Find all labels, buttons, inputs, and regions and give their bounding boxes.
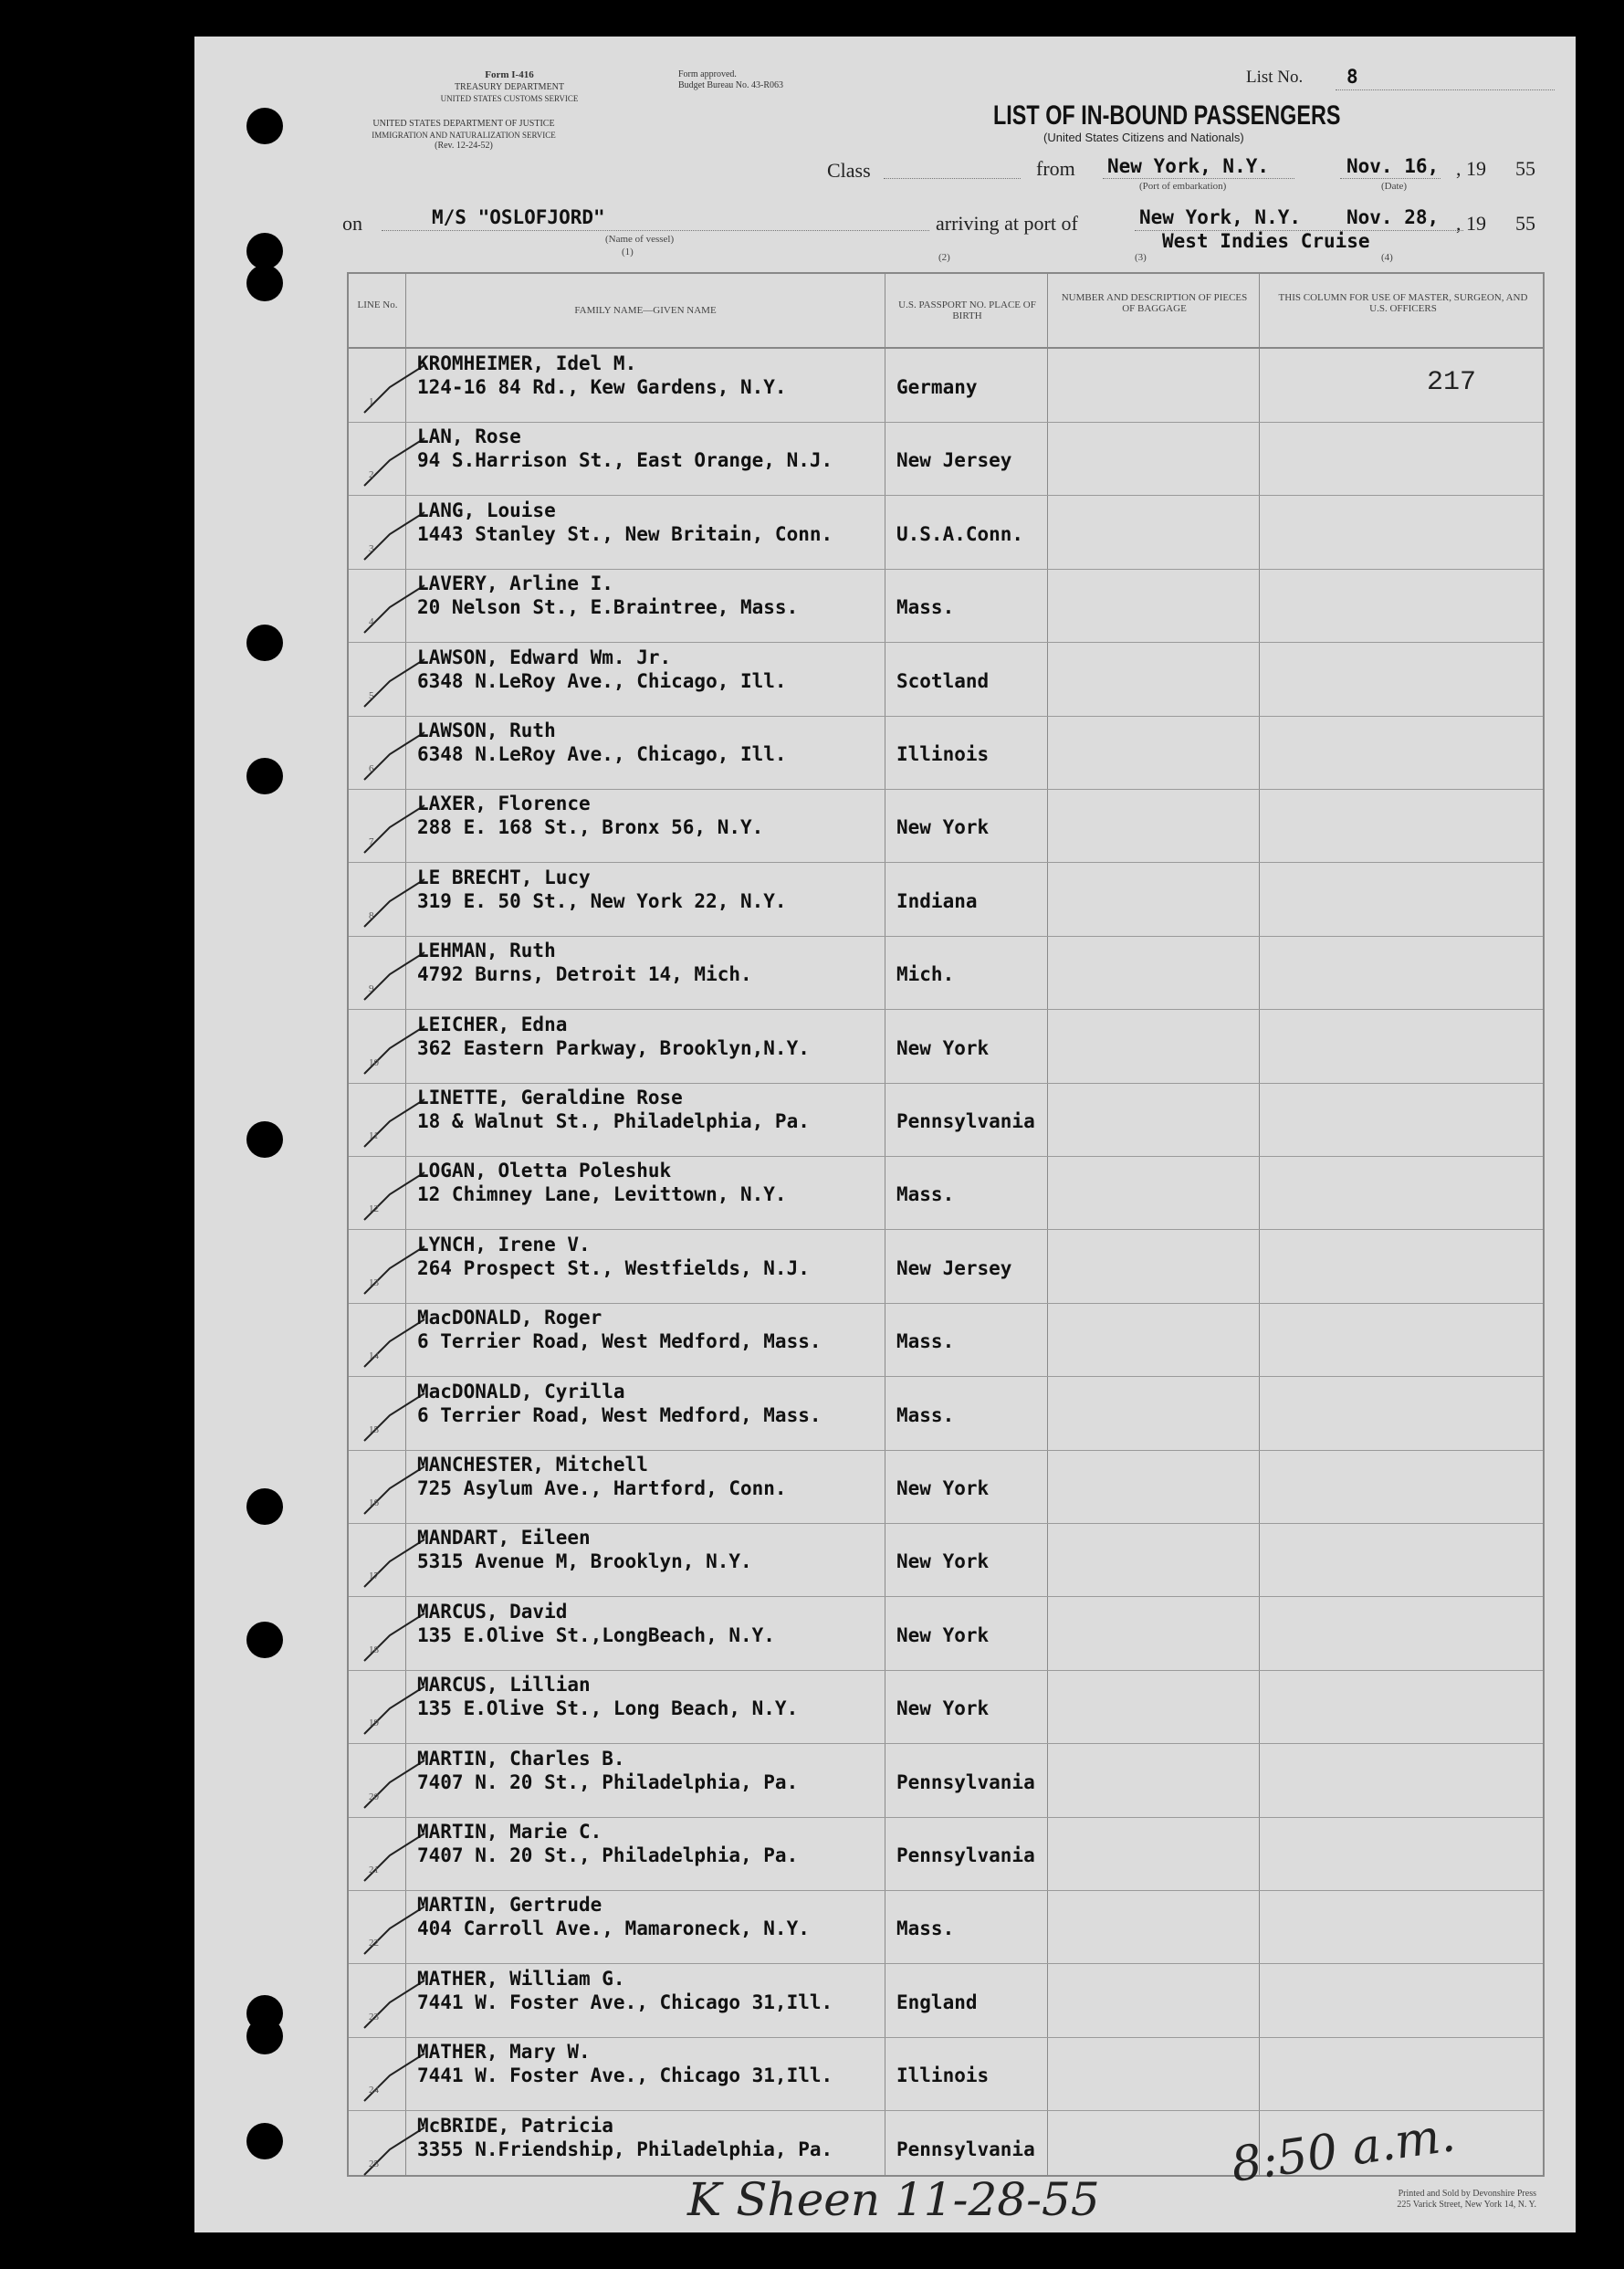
punch-hole: [246, 108, 283, 144]
punch-hole: [246, 1121, 283, 1158]
table-row: [349, 1597, 1543, 1670]
passenger-birthplace: Pennsylvania: [896, 1110, 1035, 1132]
line-number: 8: [369, 909, 374, 921]
col-passport: U.S. PASSPORT NO. PLACE OF BIRTH: [898, 299, 1036, 321]
passenger-address: 20 Nelson St., E.Braintree, Mass.: [417, 596, 799, 619]
passenger-name: MANDART, Eileen: [417, 1527, 591, 1549]
passenger-birthplace: Mass.: [896, 1917, 955, 1940]
passenger-name: LE BRECHT, Lucy: [417, 866, 591, 888]
passenger-address: 362 Eastern Parkway, Brooklyn,N.Y.: [417, 1036, 810, 1059]
passenger-name: LOGAN, Oletta Poleshuk: [417, 1160, 672, 1182]
line-number: 6: [369, 763, 374, 774]
passenger-address: 5315 Avenue M, Brooklyn, N.Y.: [417, 1550, 752, 1573]
passenger-birthplace: New York: [896, 1550, 990, 1573]
passenger-address: 404 Carroll Ave., Mamaroneck, N.Y.: [417, 1917, 810, 1940]
col-officers: THIS COLUMN FOR USE OF MASTER, SURGEON, AND U.S. OFFICERS: [1278, 292, 1528, 314]
passenger-address: 288 E. 168 St., Bronx 56, N.Y.: [417, 816, 764, 839]
line-number: 10: [369, 1056, 379, 1068]
passenger-address: 12 Chimney Lane, Levittown, N.Y.: [417, 1183, 787, 1206]
punch-hole: [246, 625, 283, 661]
passenger-name: MARCUS, David: [417, 1600, 568, 1623]
line-number: 12: [369, 1203, 379, 1215]
line-number: 25: [369, 2158, 379, 2169]
printer-line-1: Printed and Sold by Devonshire Press: [1398, 2189, 1536, 2199]
passenger-address: 94 S.Harrison St., East Orange, N.J.: [417, 449, 833, 472]
form-revision: (Rev. 12-24-52): [435, 141, 493, 151]
vessel-name: M/S "OSLOFJORD": [432, 206, 605, 228]
page-subtitle: (United States Citizens and Nationals): [1043, 131, 1244, 144]
passenger-birthplace: Pennsylvania: [896, 1844, 1035, 1866]
line-number: 21: [369, 1865, 379, 1875]
page-title: LIST OF IN-BOUND PASSENGERS: [993, 100, 1341, 131]
passenger-address: 319 E. 50 St., New York 22, N.Y.: [417, 889, 787, 912]
list-no-label: List No.: [1246, 68, 1304, 87]
class-label: Class: [827, 159, 871, 182]
arrival-year: 55: [1515, 212, 1535, 235]
caption-4: (4): [1381, 252, 1393, 263]
line-number: 1: [369, 396, 374, 407]
vessel-caption: (Name of vessel): [605, 234, 675, 245]
table-row: [349, 716, 1543, 789]
passenger-address: 7407 N. 20 St., Philadelphia, Pa.: [417, 1770, 799, 1793]
table-row: [349, 1303, 1543, 1376]
passenger-address: 7441 W. Foster Ave., Chicago 31,Ill.: [417, 2064, 833, 2087]
passenger-birthplace: Pennsylvania: [896, 2138, 1035, 2160]
treasury-dept: TREASURY DEPARTMENT: [454, 82, 565, 92]
table-row: [349, 1156, 1543, 1229]
passenger-name: LAWSON, Edward Wm. Jr.: [417, 646, 672, 668]
passenger-table: [347, 272, 1545, 2177]
passenger-address: 6348 N.LeRoy Ave., Chicago, Ill.: [417, 669, 787, 692]
passenger-address: 6348 N.LeRoy Ave., Chicago, Ill.: [417, 743, 787, 765]
cruise-name: West Indies Cruise: [1162, 230, 1370, 252]
passenger-address: 135 E.Olive St.,LongBeach, N.Y.: [417, 1623, 775, 1646]
passenger-address: 7441 W. Foster Ave., Chicago 31,Ill.: [417, 1991, 833, 2013]
passenger-name: MARTIN, Gertrude: [417, 1894, 602, 1917]
table-row: [349, 496, 1543, 569]
passenger-birthplace: Mich.: [896, 963, 955, 986]
passenger-birthplace: New York: [896, 1697, 990, 1720]
arrival-port: New York, N.Y.: [1139, 206, 1302, 228]
passenger-name: MATHER, William G.: [417, 1967, 625, 1990]
punch-hole: [246, 2123, 283, 2159]
customs-service: UNITED STATES CUSTOMS SERVICE: [440, 94, 579, 103]
table-row: [349, 2037, 1543, 2110]
stamp-number: 217: [1427, 367, 1477, 398]
passenger-birthplace: Mass.: [896, 1183, 955, 1206]
passenger-name: LAXER, Florence: [417, 793, 591, 815]
passenger-address: 124-16 84 Rd., Kew Gardens, N.Y.: [417, 376, 787, 398]
passenger-name: MARTIN, Marie C.: [417, 1821, 602, 1843]
caption-2: (2): [938, 252, 950, 263]
table-row: [349, 1817, 1543, 1890]
form-approved: Form approved.: [678, 69, 737, 79]
passenger-address: 6 Terrier Road, West Medford, Mass.: [417, 1330, 822, 1353]
passenger-birthplace: New York: [896, 816, 990, 839]
line-number: 19: [369, 1718, 379, 1729]
passenger-address: 1443 Stanley St., New Britain, Conn.: [417, 522, 833, 545]
handwritten-signature: K Sheen 11-28-55: [687, 2173, 1100, 2226]
port-caption: (Port of embarkation): [1139, 181, 1227, 192]
passenger-address: 135 E.Olive St., Long Beach, N.Y.: [417, 1697, 799, 1720]
line-number: 24: [369, 2085, 379, 2096]
passenger-address: 725 Asylum Ave., Hartford, Conn.: [417, 1477, 787, 1499]
line-number: 4: [369, 616, 374, 628]
budget-bureau: Budget Bureau No. 43-R063: [678, 80, 783, 90]
line-number: 3: [369, 542, 374, 554]
passenger-birthplace: Mass.: [896, 596, 955, 619]
line-number: 18: [369, 1644, 379, 1655]
table-row: [349, 1670, 1543, 1743]
table-row: [349, 1377, 1543, 1450]
passenger-address: 3355 N.Friendship, Philadelphia, Pa.: [417, 2138, 833, 2160]
line-number: 7: [369, 836, 374, 848]
punch-hole: [246, 1622, 283, 1658]
table-row: [349, 1010, 1543, 1083]
line-number: 17: [369, 1570, 379, 1582]
passenger-birthplace: Germany: [896, 376, 978, 398]
table-row: [349, 1523, 1543, 1596]
passenger-name: KROMHEIMER, Idel M.: [417, 352, 637, 374]
passenger-birthplace: New Jersey: [896, 1256, 1012, 1279]
from-year: 55: [1515, 157, 1535, 180]
passenger-birthplace: U.S.A.Conn.: [896, 522, 1024, 545]
passenger-name: LANG, Louise: [417, 499, 556, 521]
line-number: 11: [369, 1130, 379, 1141]
passenger-birthplace: New York: [896, 1477, 990, 1499]
caption-1: (1): [622, 247, 634, 257]
table-row: [349, 349, 1543, 422]
punch-hole: [246, 758, 283, 794]
table-row: [349, 643, 1543, 716]
from-port: New York, N.Y.: [1107, 155, 1270, 177]
passenger-birthplace: Illinois: [896, 2064, 990, 2087]
arriving-label: arriving at port of: [936, 212, 1078, 235]
table-row: [349, 422, 1543, 495]
line-number: 14: [369, 1350, 379, 1362]
passenger-name: MARTIN, Charles B.: [417, 1747, 625, 1770]
line-number: 23: [369, 2011, 379, 2022]
passenger-address: 7407 N. 20 St., Philadelphia, Pa.: [417, 1844, 799, 1866]
from-date: Nov. 16,: [1346, 155, 1440, 177]
passenger-name: McBRIDE, Patricia: [417, 2114, 613, 2137]
manifest-page: [194, 37, 1576, 2232]
caption-3: (3): [1135, 252, 1147, 263]
printer-imprint: [1235, 2189, 1536, 2211]
passenger-address: 4792 Burns, Detroit 14, Mich.: [417, 963, 752, 986]
line-number: 22: [369, 1938, 379, 1949]
passenger-address: 6 Terrier Road, West Medford, Mass.: [417, 1403, 822, 1426]
passenger-name: LAN, Rose: [417, 425, 521, 448]
arrival-date: Nov. 28,: [1346, 206, 1440, 228]
passenger-birthplace: New Jersey: [896, 449, 1012, 472]
passenger-name: MARCUS, Lillian: [417, 1674, 591, 1696]
table-row: [349, 569, 1543, 642]
line-number: 9: [369, 983, 374, 995]
printer-line-2: 225 Varick Street, New York 14, N. Y.: [1397, 2200, 1536, 2210]
passenger-address: 18 & Walnut St., Philadelphia, Pa.: [417, 1110, 810, 1132]
table-row: [349, 1083, 1543, 1156]
table-row: [349, 936, 1543, 1009]
passenger-birthplace: Mass.: [896, 1403, 955, 1426]
list-no-value: 8: [1346, 66, 1358, 88]
line-number: 20: [369, 1791, 379, 1802]
justice-dept: UNITED STATES DEPARTMENT OF JUSTICE: [372, 119, 555, 129]
table-row: [349, 1744, 1543, 1817]
line-number: 13: [369, 1276, 379, 1288]
passenger-birthplace: Indiana: [896, 889, 978, 912]
passenger-birthplace: Illinois: [896, 743, 990, 765]
table-row: [349, 1890, 1543, 1963]
passenger-name: LAVERY, Arline I.: [417, 573, 613, 595]
ins-service: IMMIGRATION AND NATURALIZATION SERVICE: [372, 131, 556, 140]
passenger-birthplace: Pennsylvania: [896, 1770, 1035, 1793]
table-row: [349, 1230, 1543, 1303]
passenger-birthplace: Mass.: [896, 1330, 955, 1353]
col-baggage: NUMBER AND DESCRIPTION OF PIECES OF BAGGAGE: [1061, 292, 1248, 314]
on-label: on: [342, 212, 362, 235]
handwritten-time: 8:50 a.m.: [1228, 2107, 1459, 2193]
line-number: 5: [369, 689, 374, 701]
form-number: Form I-416: [485, 69, 534, 80]
col-name: FAMILY NAME—GIVEN NAME: [574, 305, 717, 316]
table-row: [349, 1964, 1543, 2037]
arrival-year-prefix: , 19: [1456, 212, 1486, 235]
line-number: 15: [369, 1423, 379, 1435]
table-row: [349, 789, 1543, 862]
line-number: 16: [369, 1497, 379, 1508]
passenger-name: LAWSON, Ruth: [417, 720, 556, 741]
passenger-name: LEHMAN, Ruth: [417, 940, 556, 962]
passenger-name: LINETTE, Geraldine Rose: [417, 1087, 683, 1108]
passenger-name: LEICHER, Edna: [417, 1013, 568, 1035]
table-row: [349, 863, 1543, 936]
passenger-name: MATHER, Mary W.: [417, 2041, 591, 2064]
punch-hole: [246, 265, 283, 301]
table-row: [349, 1450, 1543, 1523]
passenger-name: MacDONALD, Roger: [417, 1307, 602, 1329]
passenger-birthplace: Scotland: [896, 669, 990, 692]
punch-hole: [246, 1488, 283, 1525]
passenger-birthplace: New York: [896, 1623, 990, 1646]
date-caption: (Date): [1381, 181, 1408, 192]
from-year-prefix: , 19: [1456, 157, 1486, 180]
punch-hole: [246, 233, 283, 269]
line-number: 2: [369, 469, 374, 481]
passenger-birthplace: England: [896, 1991, 978, 2013]
punch-hole: [246, 2018, 283, 2054]
passenger-address: 264 Prospect St., Westfields, N.J.: [417, 1256, 810, 1279]
from-label: from: [1036, 157, 1075, 180]
passenger-name: MacDONALD, Cyrilla: [417, 1380, 625, 1402]
passenger-name: MANCHESTER, Mitchell: [417, 1454, 648, 1476]
col-line-no: LINE No.: [357, 299, 398, 310]
passenger-name: LYNCH, Irene V.: [417, 1233, 591, 1255]
passenger-birthplace: New York: [896, 1036, 990, 1059]
